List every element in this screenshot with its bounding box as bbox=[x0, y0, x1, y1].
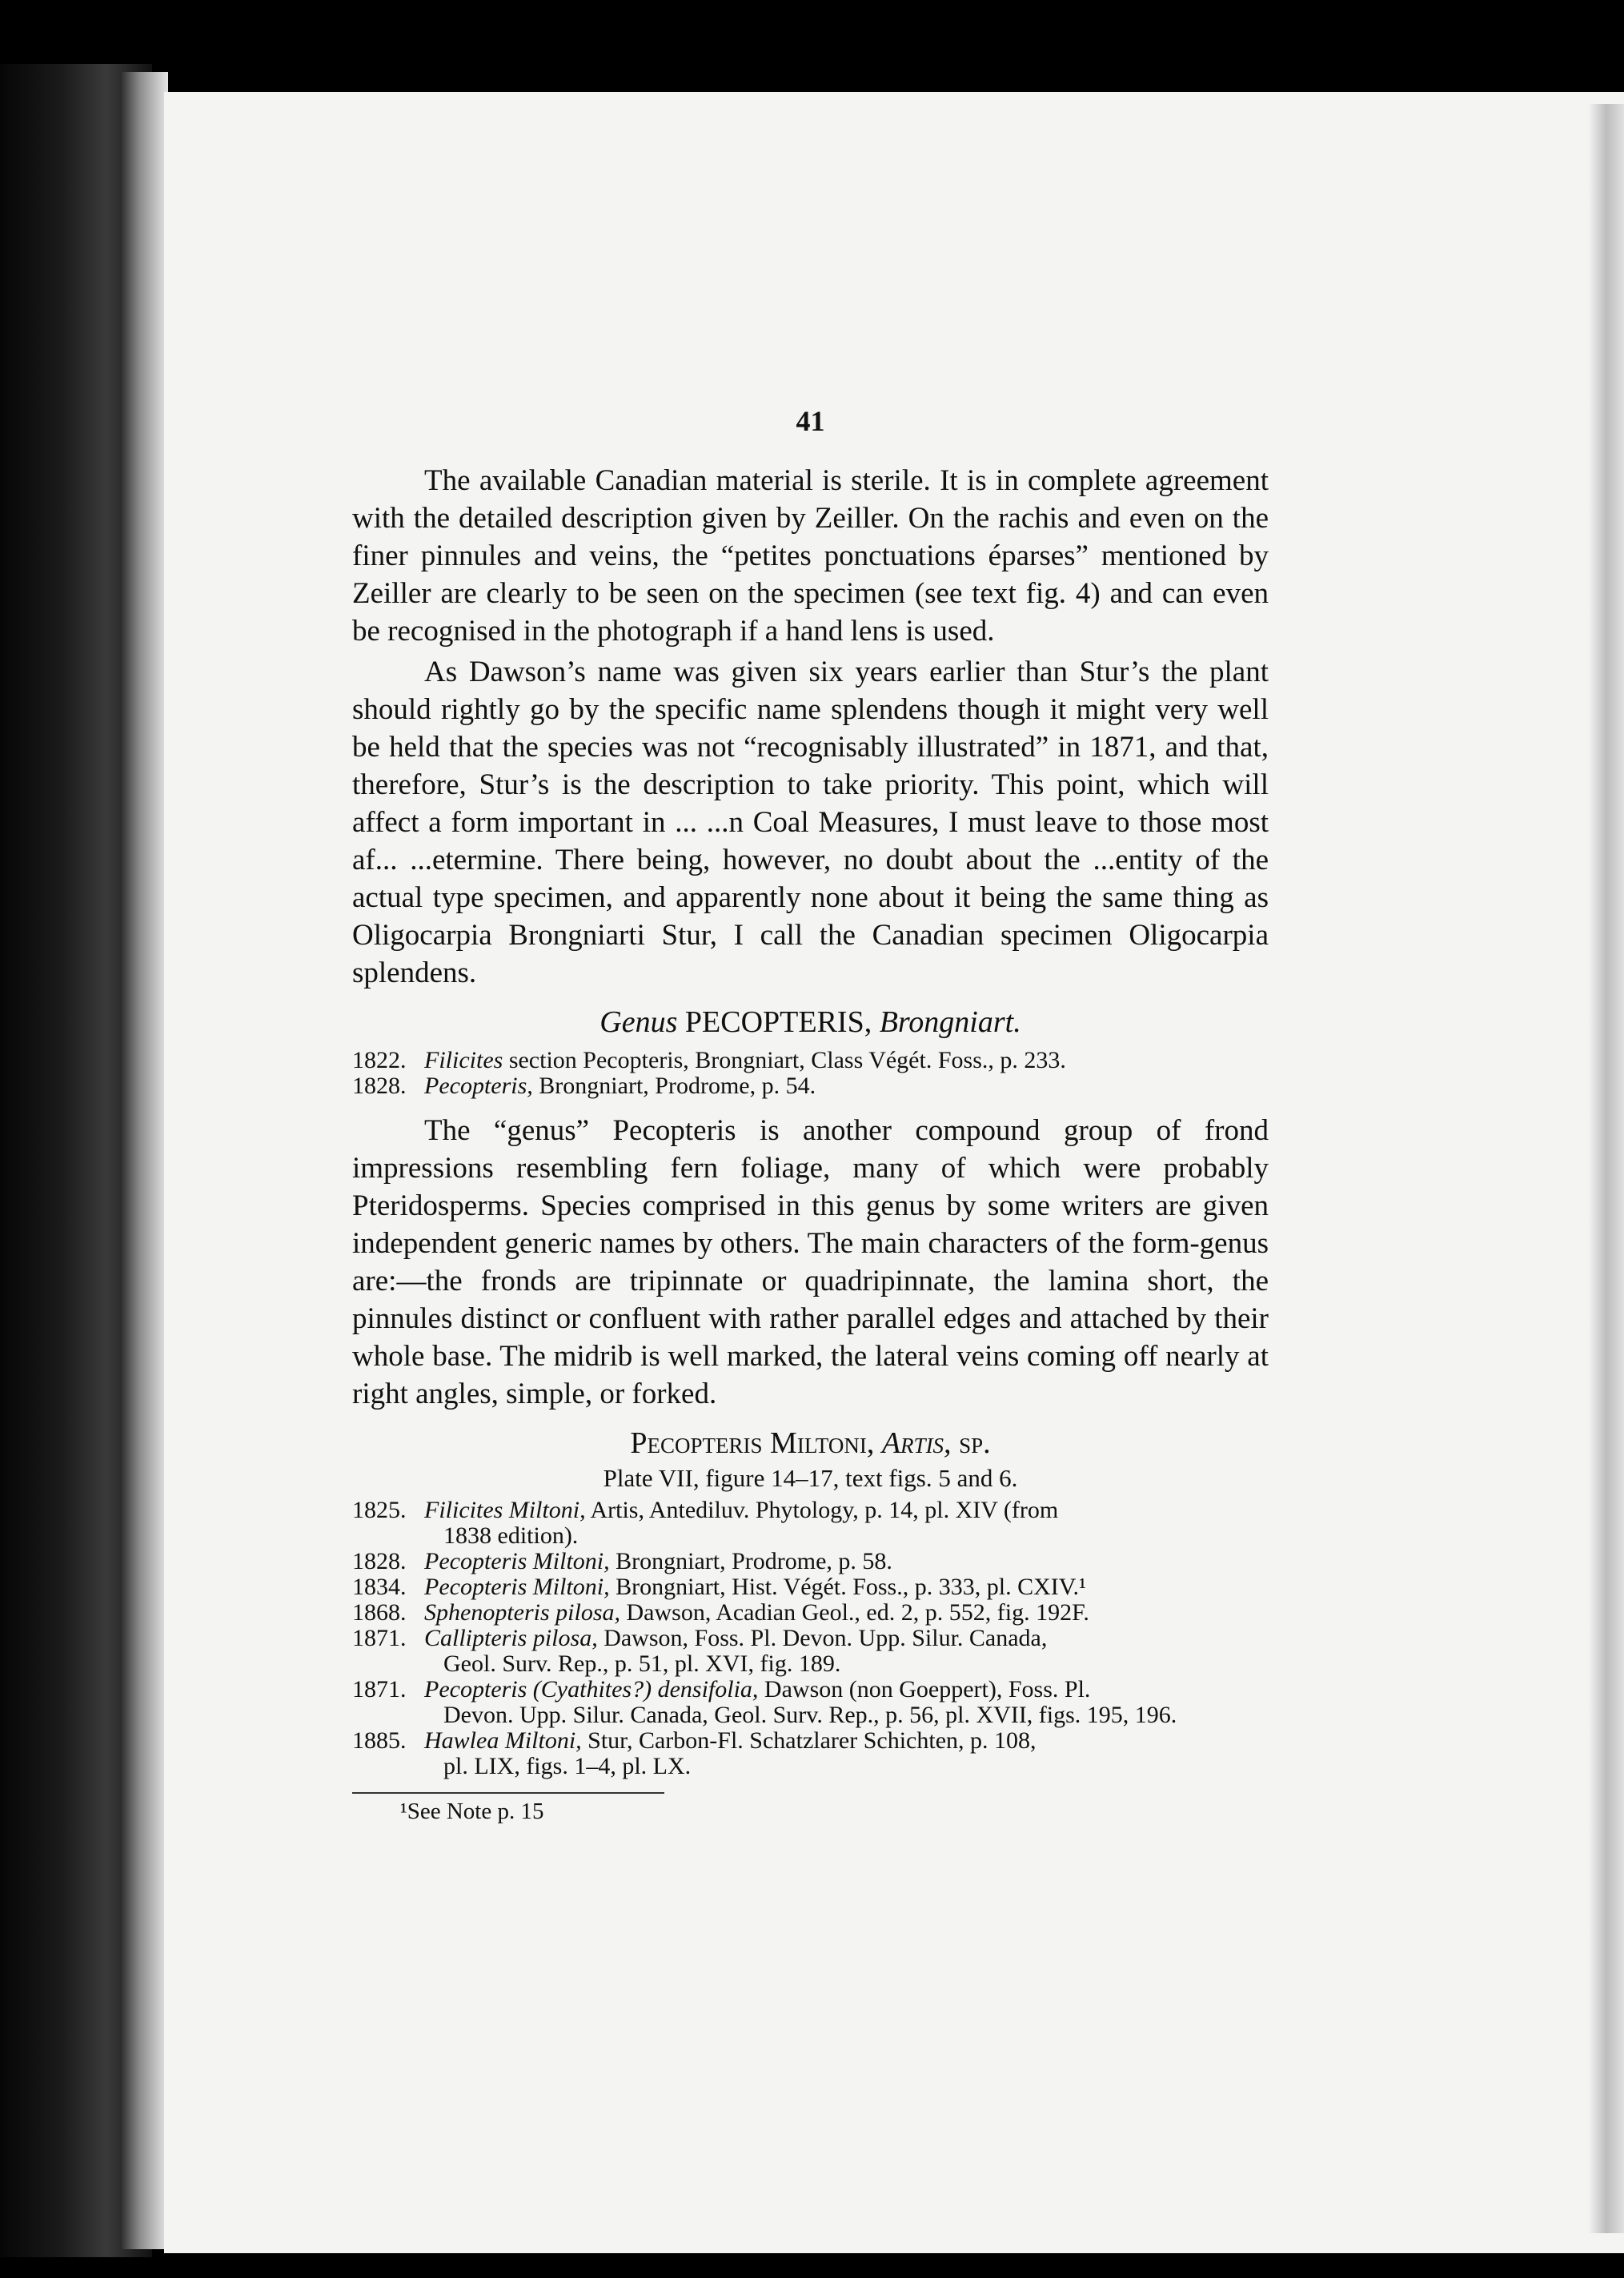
species-plate-line: Plate VII, figure 14–17, text figs. 5 and 6. bbox=[603, 1464, 1018, 1492]
reference-continuation: pl. LIX, figs. 1–4, pl. LX. bbox=[443, 1753, 692, 1779]
reference-year: 1871. bbox=[352, 1625, 407, 1651]
reference-name: Callipteris pilosa, bbox=[424, 1625, 598, 1651]
reference-detail: Brongniart, Prodrome, p. 54. bbox=[532, 1073, 816, 1099]
reference-name: Pecopteris (Cyathites?) densifolia, bbox=[424, 1676, 759, 1702]
reference-text bbox=[424, 1677, 1269, 1728]
reference-year: 1885. bbox=[352, 1727, 407, 1754]
page-content bbox=[352, 404, 1269, 1825]
species-name: Pecopteris Miltoni, bbox=[630, 1426, 875, 1460]
species-author: Artis, bbox=[881, 1426, 952, 1460]
paragraph-1: The available Canadian material is sterile. It is in complete agreement with the detailed description given by Zeiller. On the rachis and even on the finer pinnules and veins, the “petites ponctuations éparses” mentioned by Zeiller are clearly to be seen on the specimen (see text fig. 4) and can even be recognised in the photograph if a hand lens is used. bbox=[352, 464, 1269, 648]
reference-year: 1822. bbox=[352, 1047, 407, 1073]
reference-detail: Brongniart, Hist. Végét. Foss., p. 333, pl. CXIV.¹ bbox=[609, 1574, 1087, 1600]
genus-heading bbox=[352, 1005, 1269, 1040]
species-suffix: sp. bbox=[959, 1426, 991, 1460]
reference-entry bbox=[352, 1498, 1269, 1549]
reference-detail: Stur, Carbon-Fl. Schatzlarer Schichten, p. 108, bbox=[581, 1727, 1037, 1754]
reference-text bbox=[424, 1498, 1269, 1549]
reference-year: 1834. bbox=[352, 1574, 407, 1600]
reference-name: Filicites bbox=[424, 1047, 503, 1073]
reference-entry bbox=[352, 1549, 1269, 1574]
genus-references bbox=[352, 1048, 1269, 1099]
genus-name: PECOPTERIS, bbox=[684, 1005, 872, 1039]
reference-text bbox=[424, 1048, 1269, 1073]
reference-entry bbox=[352, 1073, 1269, 1099]
reference-detail: Brongniart, Prodrome, p. 58. bbox=[609, 1548, 892, 1574]
reference-entry bbox=[352, 1728, 1269, 1779]
reference-year: 1828. bbox=[352, 1548, 407, 1574]
genus-prefix: Genus bbox=[599, 1005, 678, 1039]
reference-text bbox=[424, 1600, 1269, 1626]
reference-text bbox=[424, 1626, 1269, 1677]
reference-text bbox=[424, 1549, 1269, 1574]
reference-year: 1825. bbox=[352, 1497, 407, 1523]
reference-detail: Dawson, Foss. Pl. Devon. Upp. Silur. Canada, bbox=[597, 1625, 1048, 1651]
reference-entry bbox=[352, 1626, 1269, 1677]
reference-detail: Artis, Antediluv. Phytology, p. 14, pl. XIV (from bbox=[585, 1497, 1059, 1523]
page-gutter bbox=[120, 72, 168, 2249]
reference-entry bbox=[352, 1574, 1269, 1600]
reference-entry bbox=[352, 1600, 1269, 1626]
page-number: 41 bbox=[796, 405, 825, 437]
reference-name: Hawlea Miltoni, bbox=[424, 1727, 582, 1754]
reference-continuation: 1838 edition). bbox=[443, 1522, 579, 1549]
reference-text bbox=[424, 1728, 1269, 1779]
reference-continuation: Devon. Upp. Silur. Canada, Geol. Surv. Rep., p. 56, pl. XVII, figs. 195, 196. bbox=[443, 1702, 1177, 1728]
species-references bbox=[352, 1498, 1269, 1779]
reference-year: 1871. bbox=[352, 1676, 407, 1702]
footnote: ¹See Note p. 15 bbox=[400, 1799, 544, 1824]
reference-detail: Dawson (non Goeppert), Foss. Pl. bbox=[758, 1676, 1091, 1702]
species-heading bbox=[352, 1426, 1269, 1461]
paragraph-2: As Dawson’s name was given six years earlier than Stur’s the plant should rightly go by the specific name splendens though it might very well be held that the species was not “recognisably illustrated” in 1871, and that, therefore, Stur’s is the description to take priority. This point, which will affect a form important in ... ...n Coal Measures, I must leave to those most af... ...etermine. There being, however, no doubt about the ...entity of the actual type specimen, and apparently none about it being the same thing as Oligocarpia Brongniarti Stur, I call the Canadian specimen Oligocarpia splendens. bbox=[352, 656, 1269, 989]
reference-text bbox=[424, 1073, 1269, 1099]
reference-entry bbox=[352, 1677, 1269, 1728]
reference-name: Pecopteris Miltoni, bbox=[424, 1548, 610, 1574]
footnote-rule bbox=[352, 1792, 664, 1794]
reference-name: Filicites Miltoni, bbox=[424, 1497, 586, 1523]
reference-detail: section Pecopteris, Brongniart, Class Végét. Foss., p. 233. bbox=[503, 1047, 1066, 1073]
page-edge bbox=[1589, 104, 1624, 2233]
reference-name: Sphenopteris pilosa, bbox=[424, 1599, 620, 1626]
reference-name: Pecopteris Miltoni, bbox=[424, 1574, 610, 1600]
reference-year: 1828. bbox=[352, 1073, 407, 1099]
reference-continuation: Geol. Surv. Rep., p. 51, pl. XVI, fig. 189. bbox=[443, 1650, 841, 1677]
reference-entry bbox=[352, 1048, 1269, 1073]
reference-name: Pecopteris, bbox=[424, 1073, 533, 1099]
reference-year: 1868. bbox=[352, 1599, 407, 1626]
paragraph-genus: The “genus” Pecopteris is another compound group of frond impressions resembling fern foliage, many of which were probably Pteridosperms. Species comprised in this genus by some writers are given independent generic names by others. The main characters of the form-genus are:—the fronds are tripinnate or quadripinnate, the lamina short, the pinnules distinct or confluent with rather parallel edges and attached by their whole base. The midrib is well marked, the lateral veins coming off nearly at right angles, simple, or forked. bbox=[352, 1114, 1269, 1410]
reference-detail: Dawson, Acadian Geol., ed. 2, p. 552, fig. 192F. bbox=[620, 1599, 1089, 1626]
reference-text bbox=[424, 1574, 1269, 1600]
genus-author: Brongniart. bbox=[879, 1005, 1021, 1039]
